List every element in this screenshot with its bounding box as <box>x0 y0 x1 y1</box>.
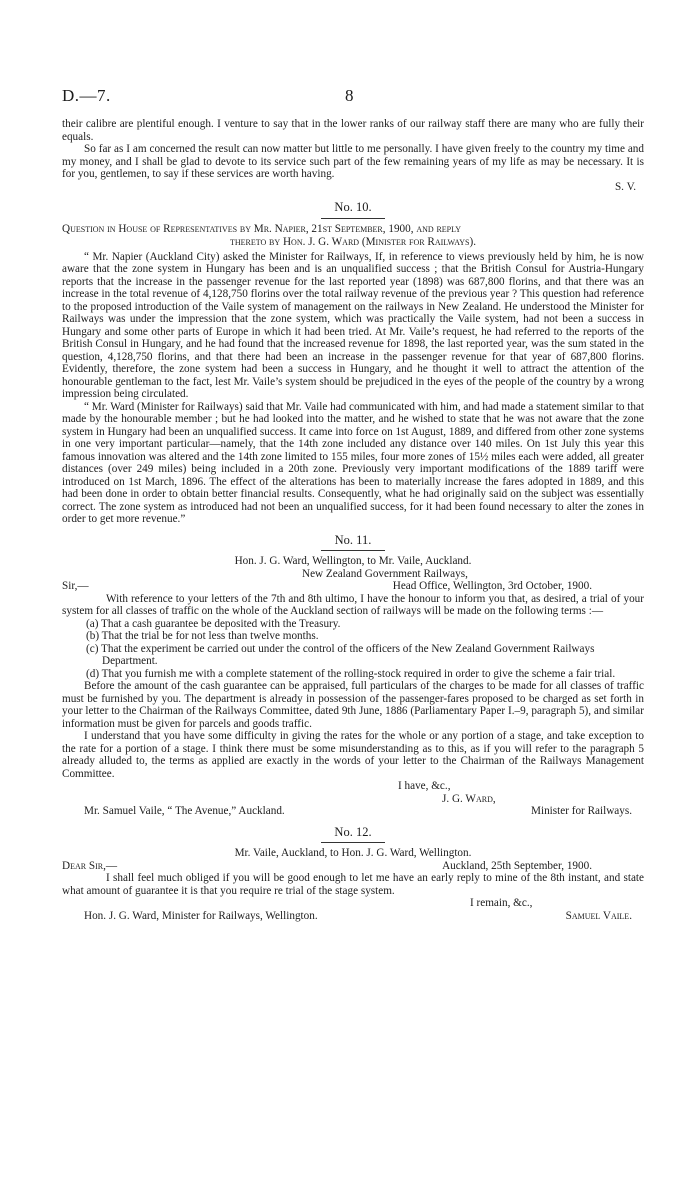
letter2-salutation: Dear Sir,— <box>62 859 118 872</box>
letter-office-line1: New Zealand Government Railways, <box>302 567 468 580</box>
letter-body-guarantee: Before the amount of the cash guarantee can be appraised, full particulars of the charges to be made for all classes of traffic must be furnished by you. The department is already in possession of the passenger-fares proposed to be charged as set forth in your letter to the Chairman of the Railways Committee, dated 9th June, 1886 (Parliamentary Paper I.–9, paragraph 5), and similar information must be given for parcels and goods traffic. <box>62 680 644 730</box>
letter2-place-date: Auckland, 25th September, 1900. <box>442 859 592 872</box>
letter-salutation: Sir,— <box>62 580 89 592</box>
letter-salutation-row <box>62 580 644 593</box>
letter-body-intro: With reference to your letters of the 7th and 8th ultimo, I have the honour to inform you that, as desired, a trial of your system for all classes of traffic on the whole of the Auckland section of railways will be made on the following terms :— <box>62 592 644 617</box>
letter-address-row <box>62 805 644 818</box>
letter2-signature: Samuel Vaile. <box>565 909 632 922</box>
signer-title: Minister for Railways. <box>531 805 632 817</box>
question-heading-line2: thereto by Hon. J. G. Ward (Minister for Railways). <box>229 236 477 248</box>
page-header <box>62 86 670 110</box>
section-number-12: No. 12. <box>334 824 372 839</box>
letter-office-line2: Head Office, Wellington, 3rd October, 1900. <box>392 580 592 592</box>
ward-reply-paragraph: “ Mr. Ward (Minister for Railways) said that Mr. Vaile had communicated with him, and had made a statement similar to that made by the honourable member ; but he had looked into the matter, and he wished to state that he was not aware that the zone system in Hungary had been an unqualified success. It came into force on 1st August, 1889, and differed from other zone systems in one very important particular—namely, that the 14th zone included any distance over 140 miles. On 1st July this year this famous innovation was altered and the 14th zone limited to 155 miles, four more zones of 15½ miles each were added, all greater distances (over 249 miles) being included in a 20th zone. Previously very important modifications of the 1889 tariff were introduced on 1st March, 1896. The effect of the alterations has been to materially increase the fares adopted in 1889, and this had been done in order to obtain better financial results. Consequently, what he had originally said on the subject was essentially correct. The zone system as introduced had not been an unqualified success, for it had been found necessary to alter the zones in order to get more revenue.” <box>62 400 644 525</box>
letter-addressee: Mr. Samuel Vaile, “ The Avenue,” Auckland. <box>84 805 285 817</box>
letter-from-line: Hon. J. G. Ward, Wellington, to Mr. Vaile, Auckland. <box>234 555 472 567</box>
letter-body-stage: I understand that you have some difficulty in giving the rates for the whole or any portion of a stage, and take exception to the rate for a portion of a stage. I think there must be some misunderstanding as to this, as if you will refer to the paragraph 5 already alluded to, the terms as applied are exactly in the words of your letter to the Chairman of the Railways Management Committee. <box>62 730 644 780</box>
section-rule <box>321 842 385 843</box>
page-number: 8 <box>345 86 354 105</box>
section-number-11: No. 11. <box>334 532 372 547</box>
letter-signature: J. G. Ward, <box>442 792 496 805</box>
letter2-salutation-row <box>62 860 644 873</box>
term-d: (d) That you furnish me with a complete statement of the rolling-stock required in order to give the scheme a fair trial. <box>86 667 616 680</box>
question-heading-line1: Question in House of Representatives by Mr. Napier, 21st September, 1900, and reply <box>62 222 461 235</box>
letter2-closing: I remain, &c., <box>470 897 533 909</box>
term-a: (a) That a cash guarantee be deposited with the Treasury. <box>86 617 341 630</box>
letter2-address-row <box>62 910 644 923</box>
letter2-body: I shall feel much obliged if you will be good enough to let me have an early reply to mine of the 8th instant, and state what amount of guarantee it is that you require re trial of the stage system. <box>62 872 644 897</box>
letter2-from-line: Mr. Vaile, Auckland, to Hon. J. G. Ward, Wellington. <box>234 847 472 859</box>
opening-paragraph-2: So far as I am concerned the result can now matter but little to me personally. I have given freely to the country my time and my money, and I shall be glad to devote to its service such part of the few remaining years of my life as may be necessary. It is for you, gentlemen, to say if these services are worth having. <box>62 143 644 180</box>
letter-closing: I have, &c., <box>398 780 451 792</box>
term-c: (c) That the experiment be carried out under the control of the officers of the New Zealand Government Railways Department. <box>86 642 595 667</box>
napier-question-paragraph: “ Mr. Napier (Auckland City) asked the Minister for Railways, If, in reference to views previously held by him, he is now aware that the zone system in Hungary has been and is an unqualified success ; that the British Consul for Austria-Hungary reports that the increase in the passenger revenue for the last reported year (1898) was 687,800 florins, and that there was an increase in the total revenue of 4,128,750 florins over the total railway revenue of the previous year ? This question had reference to the proposed introduction of the Vaile system of management on the railways in New Zealand. He understood the Minister for Railways was under the impression that the zone system, which was practically the Vaile system, had not been a success in Hungary and some other parts of Europe in which it had been tried. At Mr. Vaile’s request, he had referred to the reports of the British Consul in Hungary, and he had found that the increased revenue for 1898, the last reported year, was the sum stated in the question, 4,128,750 florins, and that there had been an increase in the passenger revenue for that year of 687,800 florins. Evidently, therefore, the zone system had been a success in Hungary, and he thought it well to attract the attention of the honourable gentleman to the fact, lest Mr. Vaile’s system should be prejudiced in the eyes of the people of the country by a wrong impression being circulated. <box>62 250 644 400</box>
section-rule <box>321 218 385 219</box>
letter2-addressee: Hon. J. G. Ward, Minister for Railways, Wellington. <box>84 909 318 922</box>
page-body <box>62 118 644 922</box>
opening-initials: S. V. <box>614 180 636 193</box>
term-b: (b) That the trial be for not less than twelve months. <box>86 630 319 642</box>
document-reference: D.—7. <box>62 86 111 105</box>
section-number-10: No. 10. <box>334 200 372 214</box>
section-rule <box>321 550 385 551</box>
opening-paragraph-1: their calibre are plentiful enough. I venture to say that in the lower ranks of our railway staff there are many who are fully their equals. <box>62 118 644 143</box>
